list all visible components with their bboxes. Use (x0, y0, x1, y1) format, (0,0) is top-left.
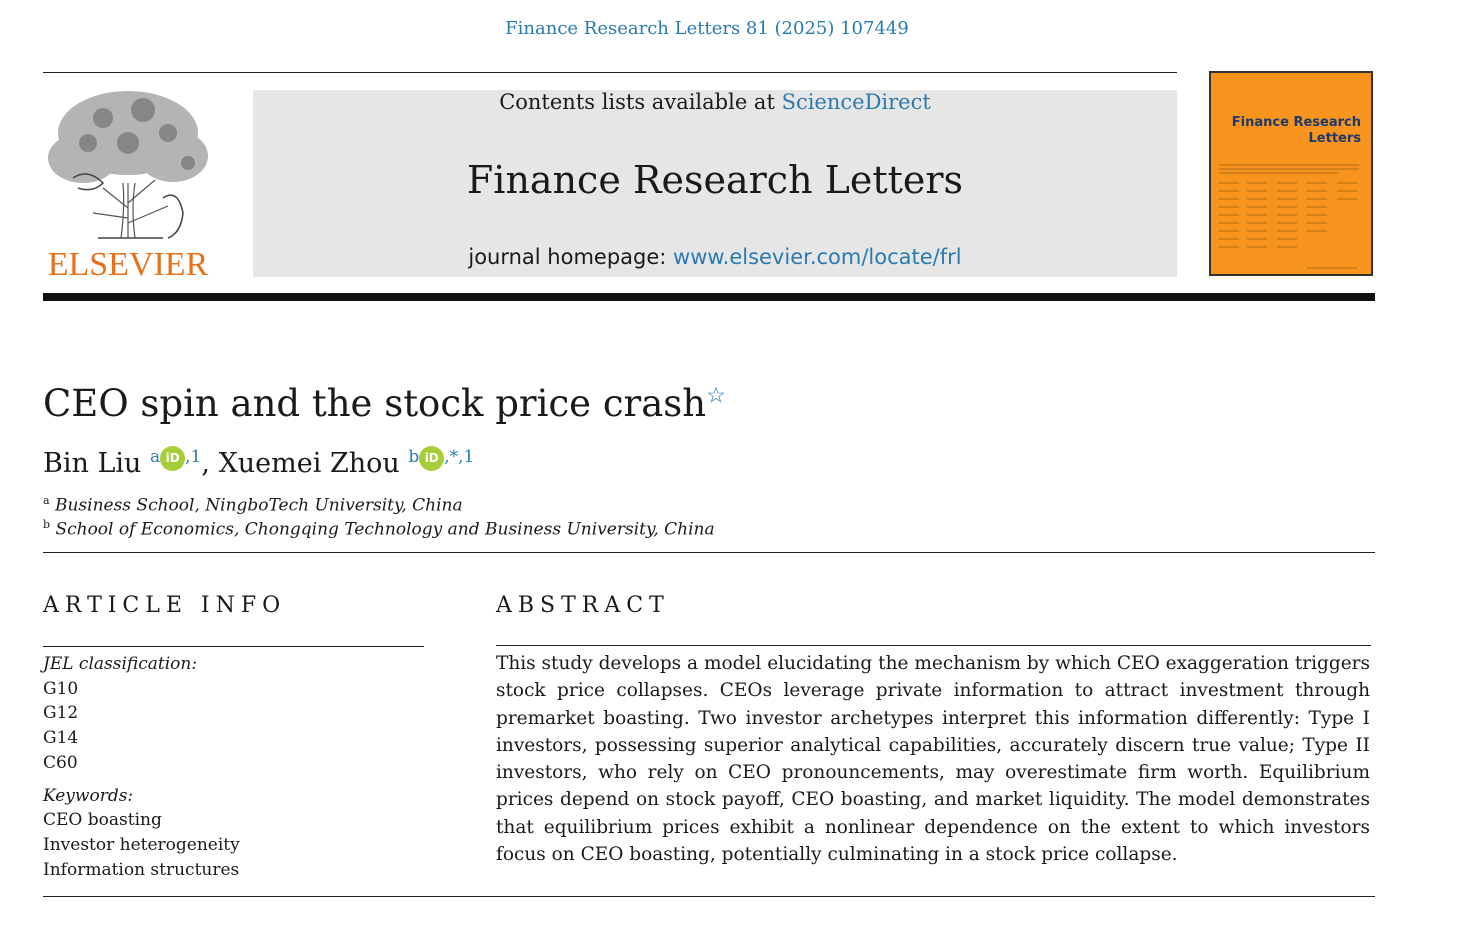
cover-title-line1: Finance Research (1231, 115, 1361, 130)
jel-code: G12 (43, 703, 79, 724)
cover-title (1219, 115, 1361, 147)
cover-title-line2: Letters (1308, 131, 1361, 146)
affiliation-text: Business School, NingboTech University, China (54, 495, 463, 516)
keywords-label: Keywords: (43, 785, 134, 806)
keyword: CEO boasting (43, 810, 162, 831)
affiliation-mark: b (43, 518, 51, 531)
homepage-link[interactable]: www.elsevier.com/locate/frl (673, 245, 962, 269)
orcid-icon[interactable]: iD (419, 446, 444, 471)
author-name[interactable]: Bin Liu (43, 448, 142, 479)
elsevier-wordmark: ELSEVIER (47, 246, 209, 283)
author-affil-mark[interactable]: b (408, 447, 420, 467)
author-name[interactable]: Xuemei Zhou (218, 448, 400, 479)
journal-name: Finance Research Letters (466, 158, 964, 202)
affiliation-divider (43, 552, 1375, 553)
article-info-list (43, 652, 240, 882)
author-list (43, 446, 474, 479)
jel-code: G10 (43, 678, 79, 699)
abstract-text: This study develops a model elucidating the mechanism by which CEO exaggeration triggers stock price collapses. CEOs leverage private information to attract investment through premarket boasting. Two investor archetypes interpret this information differently: Type I investors, possessing superior analytical capabilities, accurately discern true value; Type II investors, who rely on CEO pronouncements, may overestimate firm worth. Equilibrium prices depend on stock payoff, CEO boasting, and market liquidity. The model demonstrates that equilibrium prices exhibit a nonlinear dependence on the extent to which investors focus on CEO boasting, potentially culminating in a stock price collapse. (496, 653, 1370, 866)
sciencedirect-link[interactable]: ScienceDirect (781, 90, 931, 114)
orcid-icon[interactable]: iD (160, 446, 185, 471)
abstract-divider (496, 645, 1371, 646)
keyword: Information structures (43, 859, 240, 880)
author-note-marks[interactable]: ,1 (185, 447, 202, 467)
title-footnote-star-icon[interactable]: ☆ (706, 383, 726, 409)
affiliation-text: School of Economics, Chongqing Technology and Business University, China (55, 519, 715, 540)
affiliation (43, 494, 463, 516)
article-info-divider (43, 646, 424, 647)
jel-code: G14 (43, 728, 79, 749)
jel-label: JEL classification: (43, 654, 198, 674)
contents-prefix: Contents lists available at (499, 90, 782, 114)
jel-code: C60 (43, 752, 78, 773)
article-info-heading: ARTICLE INFO (43, 593, 287, 618)
author-affil-mark[interactable]: a (150, 447, 161, 467)
article-title-text: CEO spin and the stock price crash (43, 382, 707, 425)
author-separator: , (201, 448, 210, 479)
article-title (43, 382, 726, 425)
cover-editorial-text-graphic (1219, 163, 1367, 276)
affiliation-mark: a (43, 494, 50, 507)
citation-line[interactable]: Finance Research Letters 81 (2025) 107449 (505, 18, 909, 39)
homepage-prefix: journal homepage: (468, 245, 674, 269)
journal-cover[interactable] (1209, 71, 1373, 276)
affiliation (43, 518, 715, 540)
author-note-marks[interactable]: ,*,1 (444, 447, 475, 467)
header-thick-divider (43, 293, 1375, 301)
keyword: Investor heterogeneity (43, 834, 240, 855)
homepage-line (253, 245, 1177, 269)
top-divider (43, 72, 1177, 73)
abstract-heading: ABSTRACT (496, 593, 670, 618)
bottom-divider (43, 896, 1375, 897)
contents-line (253, 90, 1177, 114)
